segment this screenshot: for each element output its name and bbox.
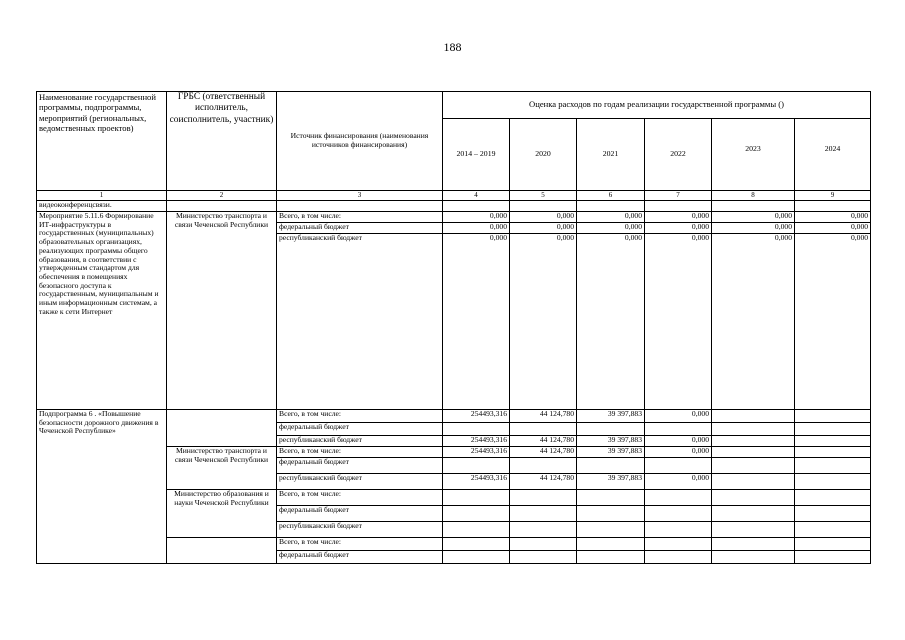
- value-cell: [577, 423, 645, 436]
- value-cell: 0,000: [577, 223, 645, 234]
- value-cell: [712, 490, 795, 506]
- value-cell: [645, 551, 712, 564]
- value-cell: [577, 490, 645, 506]
- value-cell: 0,000: [645, 436, 712, 447]
- value-cell: 39 397,883: [577, 447, 645, 458]
- value-cell: [795, 551, 871, 564]
- header-grbs: ГРБС (ответственный исполнитель, соисполнитель, участник): [167, 92, 277, 191]
- value-cell: 0,000: [795, 212, 871, 223]
- measure-grbs: Министерство транспорта и связи Чеченской Республики: [167, 212, 277, 410]
- source-cell: Всего, в том числе:: [277, 410, 443, 423]
- header-name: Наименование государственной программы, подпрограммы, мероприятий (региональных, ведомственных проектов): [37, 92, 167, 191]
- header-year: 2023: [712, 119, 795, 191]
- value-cell: 0,000: [645, 474, 712, 490]
- value-cell: 0,000: [577, 234, 645, 410]
- column-number: 8: [712, 191, 795, 201]
- value-cell: 39 397,883: [577, 474, 645, 490]
- value-cell: [577, 522, 645, 538]
- header-year: 2021: [577, 119, 645, 191]
- value-cell: 0,000: [712, 212, 795, 223]
- value-cell: [510, 490, 577, 506]
- value-cell: [795, 538, 871, 551]
- value-cell: 0,000: [510, 234, 577, 410]
- source-cell: республиканский бюджет: [277, 436, 443, 447]
- source-cell: Всего, в том числе:: [277, 490, 443, 506]
- source-cell: Всего, в том числе:: [277, 447, 443, 458]
- header-source: Источник финансирования (наименования источников финансирования): [277, 92, 443, 191]
- value-cell: 0,000: [443, 234, 510, 410]
- value-cell: [577, 506, 645, 522]
- value-cell: 0,000: [645, 447, 712, 458]
- column-number: 9: [795, 191, 871, 201]
- value-cell: [443, 538, 510, 551]
- source-cell: федеральный бюджет: [277, 423, 443, 436]
- subprogram-name: Подпрограмма 6 . «Повышение безопасности дорожного движения в Чеченской Республике»: [37, 410, 167, 564]
- header-year: 2022: [645, 119, 712, 191]
- value-cell: 0,000: [645, 410, 712, 423]
- column-number: 4: [443, 191, 510, 201]
- subprogram-grbs-empty: [167, 410, 277, 447]
- value-cell: 0,000: [795, 234, 871, 410]
- value-cell: 44 124,780: [510, 410, 577, 423]
- value-cell: 44 124,780: [510, 447, 577, 458]
- value-cell: 39 397,883: [577, 436, 645, 447]
- value-cell: [795, 447, 871, 458]
- source-cell: республиканский бюджет: [277, 234, 443, 410]
- value-cell: 0,000: [645, 234, 712, 410]
- value-cell: [795, 522, 871, 538]
- value-cell: 44 124,780: [510, 436, 577, 447]
- value-cell: 0,000: [645, 223, 712, 234]
- transport-grbs: Министерство транспорта и связи Чеченской Республики: [167, 447, 277, 490]
- value-cell: [443, 458, 510, 474]
- value-cell: [577, 551, 645, 564]
- table-row: [37, 410, 871, 423]
- table-row: [37, 212, 871, 223]
- value-cell: [712, 551, 795, 564]
- value-cell: 254493,316: [443, 447, 510, 458]
- source-cell: республиканский бюджет: [277, 522, 443, 538]
- value-cell: [645, 506, 712, 522]
- source-cell: Всего, в том числе:: [277, 212, 443, 223]
- education-grbs: Министерство образования и науки Чеченской Республики: [167, 490, 277, 538]
- value-cell: [443, 551, 510, 564]
- value-cell: [712, 436, 795, 447]
- value-cell: [712, 538, 795, 551]
- value-cell: [443, 490, 510, 506]
- value-cell: 254493,316: [443, 436, 510, 447]
- header-year: 2020: [510, 119, 577, 191]
- value-cell: [510, 423, 577, 436]
- value-cell: 0,000: [510, 212, 577, 223]
- value-cell: 44 124,780: [510, 474, 577, 490]
- value-cell: [510, 551, 577, 564]
- value-cell: [645, 490, 712, 506]
- header-year: 2014 – 2019: [443, 119, 510, 191]
- value-cell: 0,000: [510, 223, 577, 234]
- value-cell: 0,000: [645, 212, 712, 223]
- value-cell: 39 397,883: [577, 410, 645, 423]
- value-cell: [712, 458, 795, 474]
- value-cell: 0,000: [443, 223, 510, 234]
- value-cell: [795, 410, 871, 423]
- value-cell: [510, 506, 577, 522]
- value-cell: [712, 506, 795, 522]
- value-cell: 0,000: [712, 234, 795, 410]
- value-cell: [645, 538, 712, 551]
- value-cell: [510, 458, 577, 474]
- value-cell: [795, 436, 871, 447]
- column-number: 6: [577, 191, 645, 201]
- value-cell: [712, 522, 795, 538]
- value-cell: 0,000: [712, 223, 795, 234]
- column-number: 7: [645, 191, 712, 201]
- source-cell: федеральный бюджет: [277, 551, 443, 564]
- value-cell: [443, 522, 510, 538]
- column-number-row: [37, 191, 871, 201]
- header-year: 2024: [795, 119, 871, 191]
- value-cell: [795, 490, 871, 506]
- source-cell: Всего, в том числе:: [277, 538, 443, 551]
- value-cell: [795, 458, 871, 474]
- value-cell: [712, 447, 795, 458]
- value-cell: [712, 474, 795, 490]
- column-number: 5: [510, 191, 577, 201]
- value-cell: [795, 506, 871, 522]
- value-cell: [577, 538, 645, 551]
- source-cell: федеральный бюджет: [277, 506, 443, 522]
- value-cell: [795, 423, 871, 436]
- value-cell: [795, 474, 871, 490]
- value-cell: [712, 423, 795, 436]
- value-cell: [645, 522, 712, 538]
- other-grbs: [167, 538, 277, 564]
- source-cell: республиканский бюджет: [277, 474, 443, 490]
- column-number: 1: [37, 191, 167, 201]
- measure-name: Мероприятие 5.11.6 Формирование ИТ-инфраструктуры в государственных (муниципальных) образовательных организациях, реализующих программы общего образования, в соответствии с утвержденным стандартом для обеспечения в помещениях безопасного доступа к государственным, муниципальным и иным информационным системам, а также к сети Интернет: [37, 212, 167, 410]
- page-number: 188: [443, 40, 462, 54]
- value-cell: [510, 522, 577, 538]
- column-number: 3: [277, 191, 443, 201]
- value-cell: 0,000: [443, 212, 510, 223]
- value-cell: 254493,316: [443, 474, 510, 490]
- value-cell: [443, 506, 510, 522]
- value-cell: [712, 410, 795, 423]
- continuation-row: [37, 201, 871, 212]
- value-cell: [443, 423, 510, 436]
- column-number: 2: [167, 191, 277, 201]
- header-estimate: Оценка расходов по годам реализации государственной программы (): [443, 92, 871, 119]
- value-cell: 254493,316: [443, 410, 510, 423]
- source-cell: федеральный бюджет: [277, 223, 443, 234]
- continuation-text: видеоконференцсвязи.: [37, 201, 167, 212]
- source-cell: федеральный бюджет: [277, 458, 443, 474]
- value-cell: [645, 423, 712, 436]
- value-cell: [577, 458, 645, 474]
- value-cell: [510, 538, 577, 551]
- value-cell: [645, 458, 712, 474]
- budget-table: [36, 91, 871, 564]
- value-cell: 0,000: [577, 212, 645, 223]
- value-cell: 0,000: [795, 223, 871, 234]
